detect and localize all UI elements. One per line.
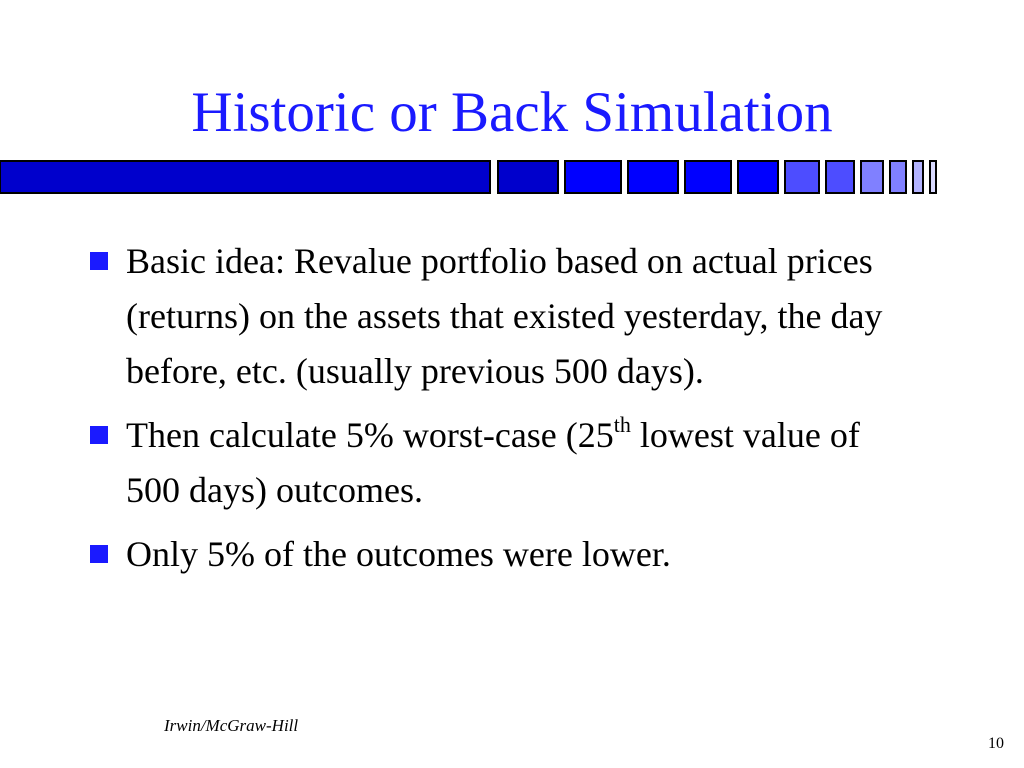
decorative-bar	[738, 161, 778, 193]
decorative-bar	[861, 161, 883, 193]
bullet-text-part: Then calculate 5% worst-case (25	[126, 415, 614, 455]
decorative-bar	[890, 161, 906, 193]
bullet-list	[88, 234, 908, 591]
square-bullet-icon	[90, 426, 108, 444]
bullet-text-part: lowest value of 500 days) outcomes.	[126, 415, 860, 510]
decorative-bar	[930, 161, 936, 193]
decorative-bar-long	[0, 161, 490, 193]
bullet-text: Basic idea: Revalue portfolio based on actual prices (returns) on the assets that existed yesterday, the day before, etc. (usually previous 500 days).	[126, 241, 883, 391]
decorative-bar	[913, 161, 923, 193]
decorative-bar-strip	[0, 160, 942, 194]
footer-publisher: Irwin/McGraw-Hill	[164, 716, 299, 735]
bullet-item	[88, 408, 908, 518]
page-number: 10	[988, 735, 1004, 752]
decorative-bar	[785, 161, 819, 193]
superscript: th	[613, 412, 631, 437]
decorative-bar	[628, 161, 678, 193]
decorative-bar	[826, 161, 854, 193]
square-bullet-icon	[90, 252, 108, 270]
square-bullet-icon	[90, 545, 108, 563]
decorative-bar	[685, 161, 731, 193]
slide-title: Historic or Back Simulation	[191, 81, 833, 144]
bullet-item	[88, 234, 908, 399]
bullet-text	[126, 408, 908, 518]
decorative-bar	[498, 161, 558, 193]
bullet-item	[88, 527, 908, 582]
decorative-bars-graphic	[0, 160, 942, 194]
bullet-text: Only 5% of the outcomes were lower.	[126, 534, 671, 574]
decorative-bar	[565, 161, 621, 193]
